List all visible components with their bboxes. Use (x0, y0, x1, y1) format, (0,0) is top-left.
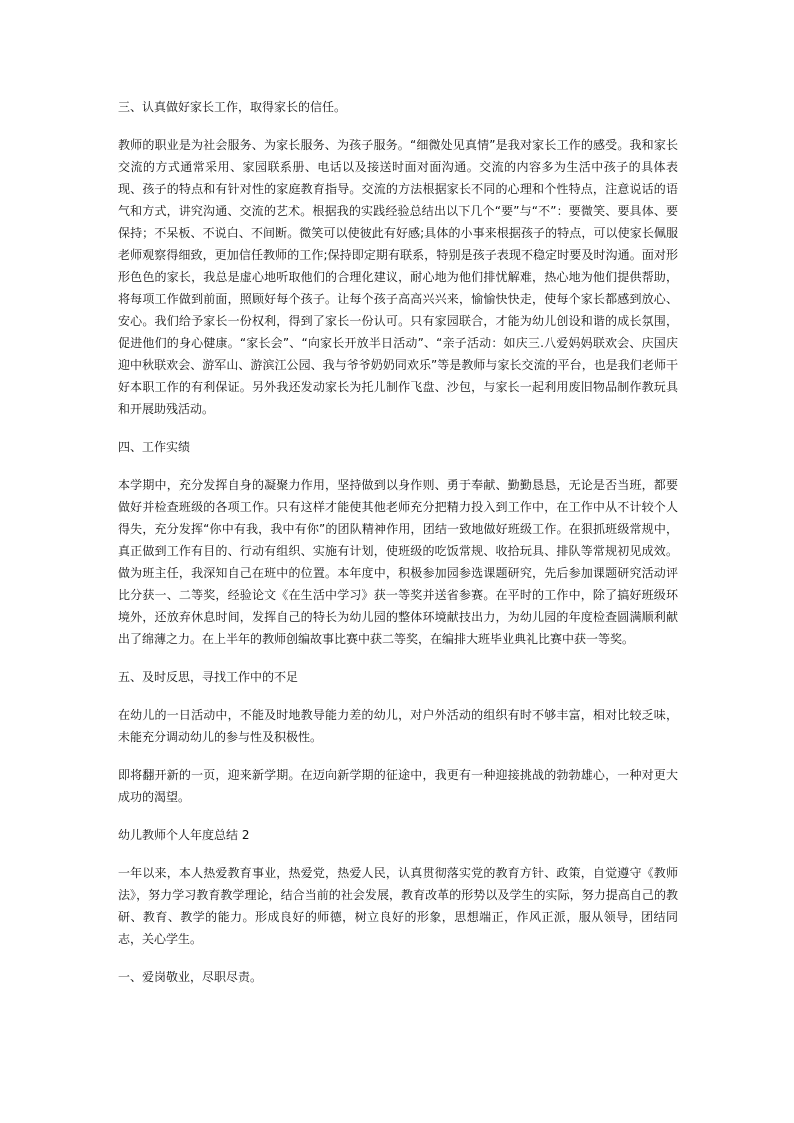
paragraph-parent-communication: 教师的职业是为社会服务、为家长服务、为孩子服务。“细微处见真情”是我对家长工作的感受。我和家长交流的方式通常采用、家园联系册、电话以及接送时面对面沟通。交流的内容多为生活中孩子的具体表现、孩子的特点和有针对性的家庭教育指导。交流的方法根据家长不同的心理和个性特点，注意说话的语气和方式，讲究沟通、交流的艺术。根据我的实践经验总结出以下几个“要”与“不”：要微笑、要具体、要保持；不呆板、不说白、不间断。微笑可以使彼此有好感;具体的小事来根据孩子的特点，可以使家长佩服老师观察得细致，更加信任教师的工作;保持即定期有联系，特别是孩子表现不稳定时要及时沟通。面对形形色色的家长，我总是虚心地听取他们的合理化建议，耐心地为他们排忧解难，热心地为他们提供帮助，将每项工作做到前面，照顾好每个孩子。让每个孩子高高兴兴来，愉愉快快走，使每个家长都感到放心、安心。我们给予家长一份权利，得到了家长一份认可。只有家园联合，才能为幼儿创设和谐的成长氛围，促进他们的身心健康。“家长会”、“向家长开放半日活动”、“亲子活动：如庆三.八爱妈妈联欢会、庆国庆迎中秋联欢会、游军山、游滨江公园、我与爷爷奶奶同欢乐”等是教师与家长交流的平台，也是我们老师干好本职工作的有利保证。另外我还发动家长为托儿制作飞盘、沙包，与家长一起利用废旧物品制作教玩具和开展助残活动。 (118, 138, 678, 416)
section-heading-5: 五、及时反思，寻找工作中的不足 (118, 670, 299, 684)
document-body (118, 96, 678, 1004)
section-heading-4: 四、工作实绩 (118, 440, 191, 454)
paragraph-new-semester: 即将翻开新的一页，迎来新学期。在迈向新学期的征途中，我更有一种迎接挑战的勃勃雄心，一种对更大成功的渴望。 (118, 768, 678, 804)
paragraph-shortcomings: 在幼儿的一日活动中，不能及时地教导能力差的幼儿，对户外活动的组织有时不够丰富，相对比较乏味，未能充分调动幼儿的参与性及积极性。 (118, 708, 678, 744)
section-heading-1: 一、爱岗敬业，尽职尽责。 (118, 970, 263, 984)
paragraph-work-achievements: 本学期中，充分发挥自身的凝聚力作用，坚持做到以身作则、勇于奉献、勤勤恳恳，无论是否当班，都要做好并检查班级的各项工作。只有这样才能使其他老师充分把精力投入到工作中，在工作中从不计较个人得失，充分发挥“你中有我，我中有你”的团队精神作用，团结一致地做好班级工作。在狠抓班级常规中，真正做到工作有目的、行动有组织、实施有计划，使班级的吃饭常规、收拾玩具、排队等常规初见成效。做为班主任，我深知自己在班中的位置。本年度中，积极参加园参选课题研究，先后参加课题研究活动评比分获一、二等奖，经验论文《在生活中学习》获一等奖并送省参赛。在平时的工作中，除了搞好班级环境外，还放弃休息时间，发挥自己的特长为幼儿园的整体环境献技出力，为幼儿园的年度检查圆满顺利献出了绵薄之力。在上半年的教师创编故事比赛中获二等奖，在编排大班毕业典礼比赛中获一等奖。 (118, 478, 678, 646)
document-subtitle: 幼儿教师个人年度总结 2 (118, 828, 250, 842)
paragraph-yearly-intro: 一年以来，本人热爱教育事业，热爱党，热爱人民，认真贯彻落实党的教育方针、政策，自觉遵守《教师法》，努力学习教育教学理论，结合当前的社会发展，教育改革的形势以及学生的实际，努力提高自己的教研、教育、教学的能力。形成良好的师德，树立良好的形象，思想端正，作风正派，服从领导，团结同志，关心学生。 (118, 866, 678, 946)
section-heading-3: 三、认真做好家长工作，取得家长的信任。 (118, 100, 347, 114)
